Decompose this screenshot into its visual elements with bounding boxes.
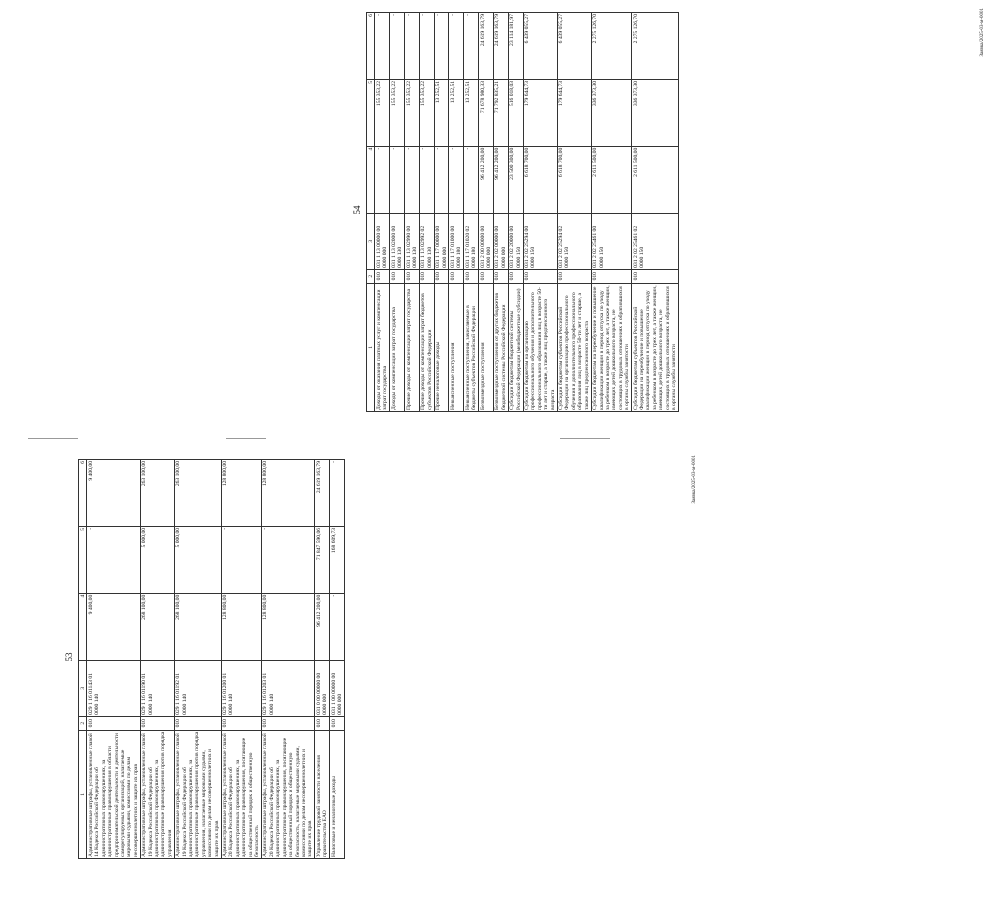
row-code-cell: 010 [479,269,494,283]
row-kbk-cell: 031 1 00 00000 00 0000 000 [330,660,345,716]
column-header-4: 4 [79,593,87,660]
row-kbk-cell: 029 1 16 01192 01 0000 140 [174,660,221,716]
row-kbk-cell: 031 2 02 25294 00 0000 150 [523,213,557,269]
row-remaining-cell: - [464,13,479,80]
column-header-4: 4 [367,146,375,213]
row-plan-cell: 96 412 200,00 [493,146,508,213]
column-header-2: 2 [367,269,375,283]
row-plan-cell: 128 800,00 [221,593,261,660]
row-executed-cell: 179 644,73 [523,79,557,146]
scan-fold-line-left [28,438,78,439]
row-remaining-cell: 2 275 126,70 [591,13,631,80]
table-row [557,13,591,412]
scan-fold-line-mid [226,438,266,439]
row-code-cell: 010 [87,716,140,730]
scan-fold-line-right [560,438,610,439]
row-remaining-cell: - [434,13,449,80]
row-code-cell: 010 [419,269,434,283]
table-row [434,13,449,412]
row-plan-cell: 2 611 500,00 [591,146,631,213]
row-plan-cell: - [330,593,345,660]
column-header-3: 3 [367,213,375,269]
row-plan-cell: 96 412 200,00 [315,593,330,660]
table-row [449,13,464,412]
row-executed-cell: 336 373,30 [632,79,679,146]
table-row [315,460,330,859]
document-page-53 [60,447,700,867]
row-executed-cell: 155 353,22 [405,79,420,146]
row-kbk-cell: 031 2 02 00000 00 0000 000 [493,213,508,269]
row-plan-cell: - [434,146,449,213]
row-remaining-cell: 24 619 163,79 [315,460,330,527]
page-footer: Заявка/2025-03-м-0001 [691,455,697,504]
row-plan-cell: - [419,146,434,213]
row-name-cell: Субсидии бюджетам субъектов Российской Федерации на организацию профессионального обучения и дополнительного профессионального образования лиц в возрасте 50-ти лет и старше, а также лиц предпенсионного возраста [557,283,591,411]
row-kbk-cell: 029 1 16 01143 01 0000 140 [87,660,140,716]
table-row [632,13,679,412]
row-name-cell: Безвозмездные поступления [479,283,494,411]
row-code-cell: 010 [330,716,345,730]
row-kbk-cell: 031 2 02 25461 02 0000 150 [632,213,679,269]
row-name-cell: Невыясненные поступления, зачисляемые в бюджеты субъектов Российской Федерации [464,283,479,411]
row-code-cell: 010 [315,716,330,730]
row-kbk-cell: 031 1 13 02990 00 0000 130 [405,213,420,269]
row-name-cell: Доходы от оказания платных услуг и компенсации затрат государства [375,283,390,411]
row-kbk-cell: 029 1 16 01190 01 0000 140 [140,660,174,716]
table-row [330,460,345,859]
row-remaining-cell: 128 800,00 [261,460,314,527]
row-remaining-cell: 9 400,00 [87,460,140,527]
row-name-cell: Административные штрафы, установленные главой 19 Кодекса Российской Федерации об административных правонарушениях, за административные правонарушения против порядка управления [141,731,173,857]
table-row [140,460,174,859]
row-remaining-cell: - [419,13,434,80]
row-plan-cell: 6 618 700,00 [557,146,591,213]
row-kbk-cell: 031 0 00 00000 00 0000 000 [315,660,330,716]
row-remaining-cell: - [405,13,420,80]
table-row [174,460,221,859]
table-row [419,13,434,412]
row-remaining-cell: 23 114 181,97 [508,13,523,80]
row-remaining-cell: - [330,460,345,527]
row-code-cell: 010 [508,269,523,283]
row-name-cell: Управление трудовой занятости населения правительства ЕАО [315,730,330,858]
row-code-cell: 010 [523,269,557,283]
column-header-6: 6 [367,13,375,80]
row-plan-cell: 128 800,00 [261,593,314,660]
row-executed-cell: 5 000,00 [140,526,174,593]
table-row [221,460,261,859]
row-kbk-cell: 029 1 16 01200 01 0000 140 [221,660,261,716]
table-row [591,13,631,412]
row-executed-cell: 516 018,03 [508,79,523,146]
row-code-cell: 010 [174,716,221,730]
row-code-cell: 010 [464,269,479,283]
row-kbk-cell: 031 1 17 00000 00 0000 000 [434,213,449,269]
row-name-cell: Субсидии бюджетам на переобучение и повышение квалификации женщин в период отпуска по уходу за ребенком в возрасте до трех лет, а также женщин, имеющих детей дошкольного возраста, не состоящих в трудовых отношениях и обратившихся в органы службы занятости [591,283,631,411]
table-row [390,13,405,412]
table-row [508,13,523,412]
row-remaining-cell: 128 800,00 [221,460,261,527]
row-name-cell: Невыясненные поступления [449,283,464,411]
column-header-6: 6 [79,460,87,527]
row-executed-cell: 155 353,22 [375,79,390,146]
page-footer: Заявка/2025-03-м-0001 [979,8,985,57]
row-name-cell: Прочие неналоговые доходы [434,283,449,411]
row-remaining-cell: - [449,13,464,80]
row-kbk-cell: 031 1 17 01000 00 0000 180 [449,213,464,269]
row-remaining-cell: 263 100,00 [174,460,221,527]
column-header-5: 5 [367,79,375,146]
row-remaining-cell: 6 439 055,27 [557,13,591,80]
row-kbk-cell: 031 1 13 02000 00 0000 130 [390,213,405,269]
row-executed-cell: 71 847 590,06 [315,526,330,593]
row-plan-cell: 6 618 700,00 [523,146,557,213]
row-remaining-cell: 2 275 126,70 [632,13,679,80]
row-executed-cell: 13 252,51 [464,79,479,146]
table-header-row [367,13,375,412]
table-row [261,460,314,859]
column-header-5: 5 [79,526,87,593]
row-name-cell: Субсидии бюджетам бюджетной системы Российской Федерации (межбюджетные субсидии) [508,283,523,411]
row-kbk-cell: 031 1 17 01020 02 0000 180 [464,213,479,269]
row-name-cell: Субсидии бюджетам субъектов Российской Федерации на переобучение и повышение квалификации женщин в период отпуска по уходу за ребенком в возрасте до трех лет, а также женщин, имеющих детей дошкольного возраста, не состоящих в трудовых отношениях и обратившихся в органы службы занятости [632,283,679,411]
row-code-cell: 010 [557,269,591,283]
table-body [375,13,678,412]
row-code-cell: 010 [221,716,261,730]
row-name-cell: Безвозмездные поступления от других бюджетов бюджетной системы Российской Федерации [493,283,508,411]
row-kbk-cell: 031 1 13 00000 00 0000 000 [375,213,390,269]
row-plan-cell: 23 500 300,00 [508,146,523,213]
row-code-cell: 010 [449,269,464,283]
table-header-row [79,460,87,859]
row-executed-cell: - [87,526,140,593]
row-name-cell: Административные штрафы, установленные главой 20 Кодекса Российской Федерации об административных правонарушениях, за административные правонарушения, посягающие на общественный порядок и общественную безопасность, налагаемые мировыми судьями, комиссиями по делам несовершеннолетних и защите их прав [261,730,314,858]
row-remaining-cell: - [375,13,390,80]
row-executed-cell: 13 252,51 [434,79,449,146]
revenue-table-page-53 [78,459,345,859]
table-row [464,13,479,412]
row-kbk-cell: 031 2 02 25294 02 0000 150 [557,213,591,269]
row-remaining-cell: 24 619 163,79 [479,13,494,80]
row-executed-cell: 13 252,51 [449,79,464,146]
row-plan-cell: - [449,146,464,213]
row-executed-cell: 336 373,30 [591,79,631,146]
row-executed-cell: 71 678 980,33 [479,79,494,146]
row-code-cell: 010 [591,269,631,283]
row-plan-cell: 9 400,00 [87,593,140,660]
column-header-1: 1 [367,283,375,411]
row-name-cell: Административные штрафы, установленные главой 20 Кодекса Российской Федерации об административных правонарушениях, за административные правонарушения, посягающие на общественный порядок и общественную безопасность [221,730,261,858]
row-code-cell: 010 [493,269,508,283]
row-name-cell: Прочие доходы от компенсации затрат государства [405,283,420,411]
table-row [405,13,420,412]
row-kbk-cell: 031 2 00 00000 00 0000 000 [479,213,494,269]
column-header-3: 3 [79,660,87,716]
row-code-cell: 010 [375,269,390,283]
row-executed-cell: - [221,526,261,593]
row-executed-cell: 155 353,22 [419,79,434,146]
row-name-cell: Прочие доходы от компенсации затрат бюджетов субъектов Российской Федерации [419,283,434,411]
row-executed-cell: - [261,526,314,593]
revenue-table-page-54 [366,12,679,412]
table-row [479,13,494,412]
table-body [87,460,344,859]
row-kbk-cell: 031 1 13 02992 02 0000 130 [419,213,434,269]
column-header-2: 2 [79,716,87,730]
row-executed-cell: 5 000,00 [174,526,221,593]
row-executed-cell: 71 792 835,21 [493,79,508,146]
row-name-cell: Административные штрафы, установленные главой 14 Кодекса Российской Федерации об административных правонарушениях, за административные правонарушения в области предпринимательской деятельности и деятельности саморегулируемых организаций, налагаемые мировыми судьями, комиссиями по делам несовершеннолетних и защите их прав [87,730,140,858]
row-code-cell: 010 [405,269,420,283]
row-name-cell: Субсидии бюджетам на организацию профессионального обучения и дополнительного профессионального образования лиц в возрасте 50-ти лет и старше, а также лиц предпенсионного возраста [523,283,557,411]
table-row [493,13,508,412]
row-kbk-cell: 031 2 02 25461 00 0000 150 [591,213,631,269]
row-kbk-cell: 029 1 16 01203 01 0000 140 [261,660,314,716]
page-number: 53 [64,652,74,662]
row-plan-cell: 96 412 200,00 [479,146,494,213]
row-plan-cell: 2 611 500,00 [632,146,679,213]
page-number: 54 [352,205,362,215]
table-row [375,13,390,412]
row-code-cell: 010 [261,716,314,730]
table-row [87,460,140,859]
row-remaining-cell: 263 100,00 [140,460,174,527]
document-page-54 [348,0,988,420]
row-kbk-cell: 031 2 02 20000 00 0000 150 [508,213,523,269]
row-name-cell: Налоговые и неналоговые доходы [330,730,345,858]
row-remaining-cell: 6 439 055,27 [523,13,557,80]
row-remaining-cell: 24 619 163,79 [493,13,508,80]
row-plan-cell: - [390,146,405,213]
row-name-cell: Доходы от компенсации затрат государства [390,283,405,411]
column-header-1: 1 [79,730,87,858]
row-code-cell: 010 [140,716,174,730]
row-name-cell: Административные штрафы, установленные главой 19 Кодекса Российской Федерации об административных правонарушениях, за административные правонарушения против порядка управления, налагаемые мировыми судьями, комиссиями по делам несовершеннолетних и защите их прав [175,731,220,857]
row-plan-cell: - [375,146,390,213]
table-row [523,13,557,412]
row-plan-cell: - [405,146,420,213]
row-code-cell: 010 [434,269,449,283]
row-plan-cell: 268 100,00 [174,593,221,660]
row-remaining-cell: - [390,13,405,80]
row-code-cell: 010 [390,269,405,283]
row-plan-cell: - [464,146,479,213]
row-executed-cell: 179 644,73 [557,79,591,146]
row-executed-cell: 155 353,22 [390,79,405,146]
row-executed-cell: 168 609,73 [330,526,345,593]
row-code-cell: 010 [632,269,679,283]
row-plan-cell: 268 100,00 [140,593,174,660]
